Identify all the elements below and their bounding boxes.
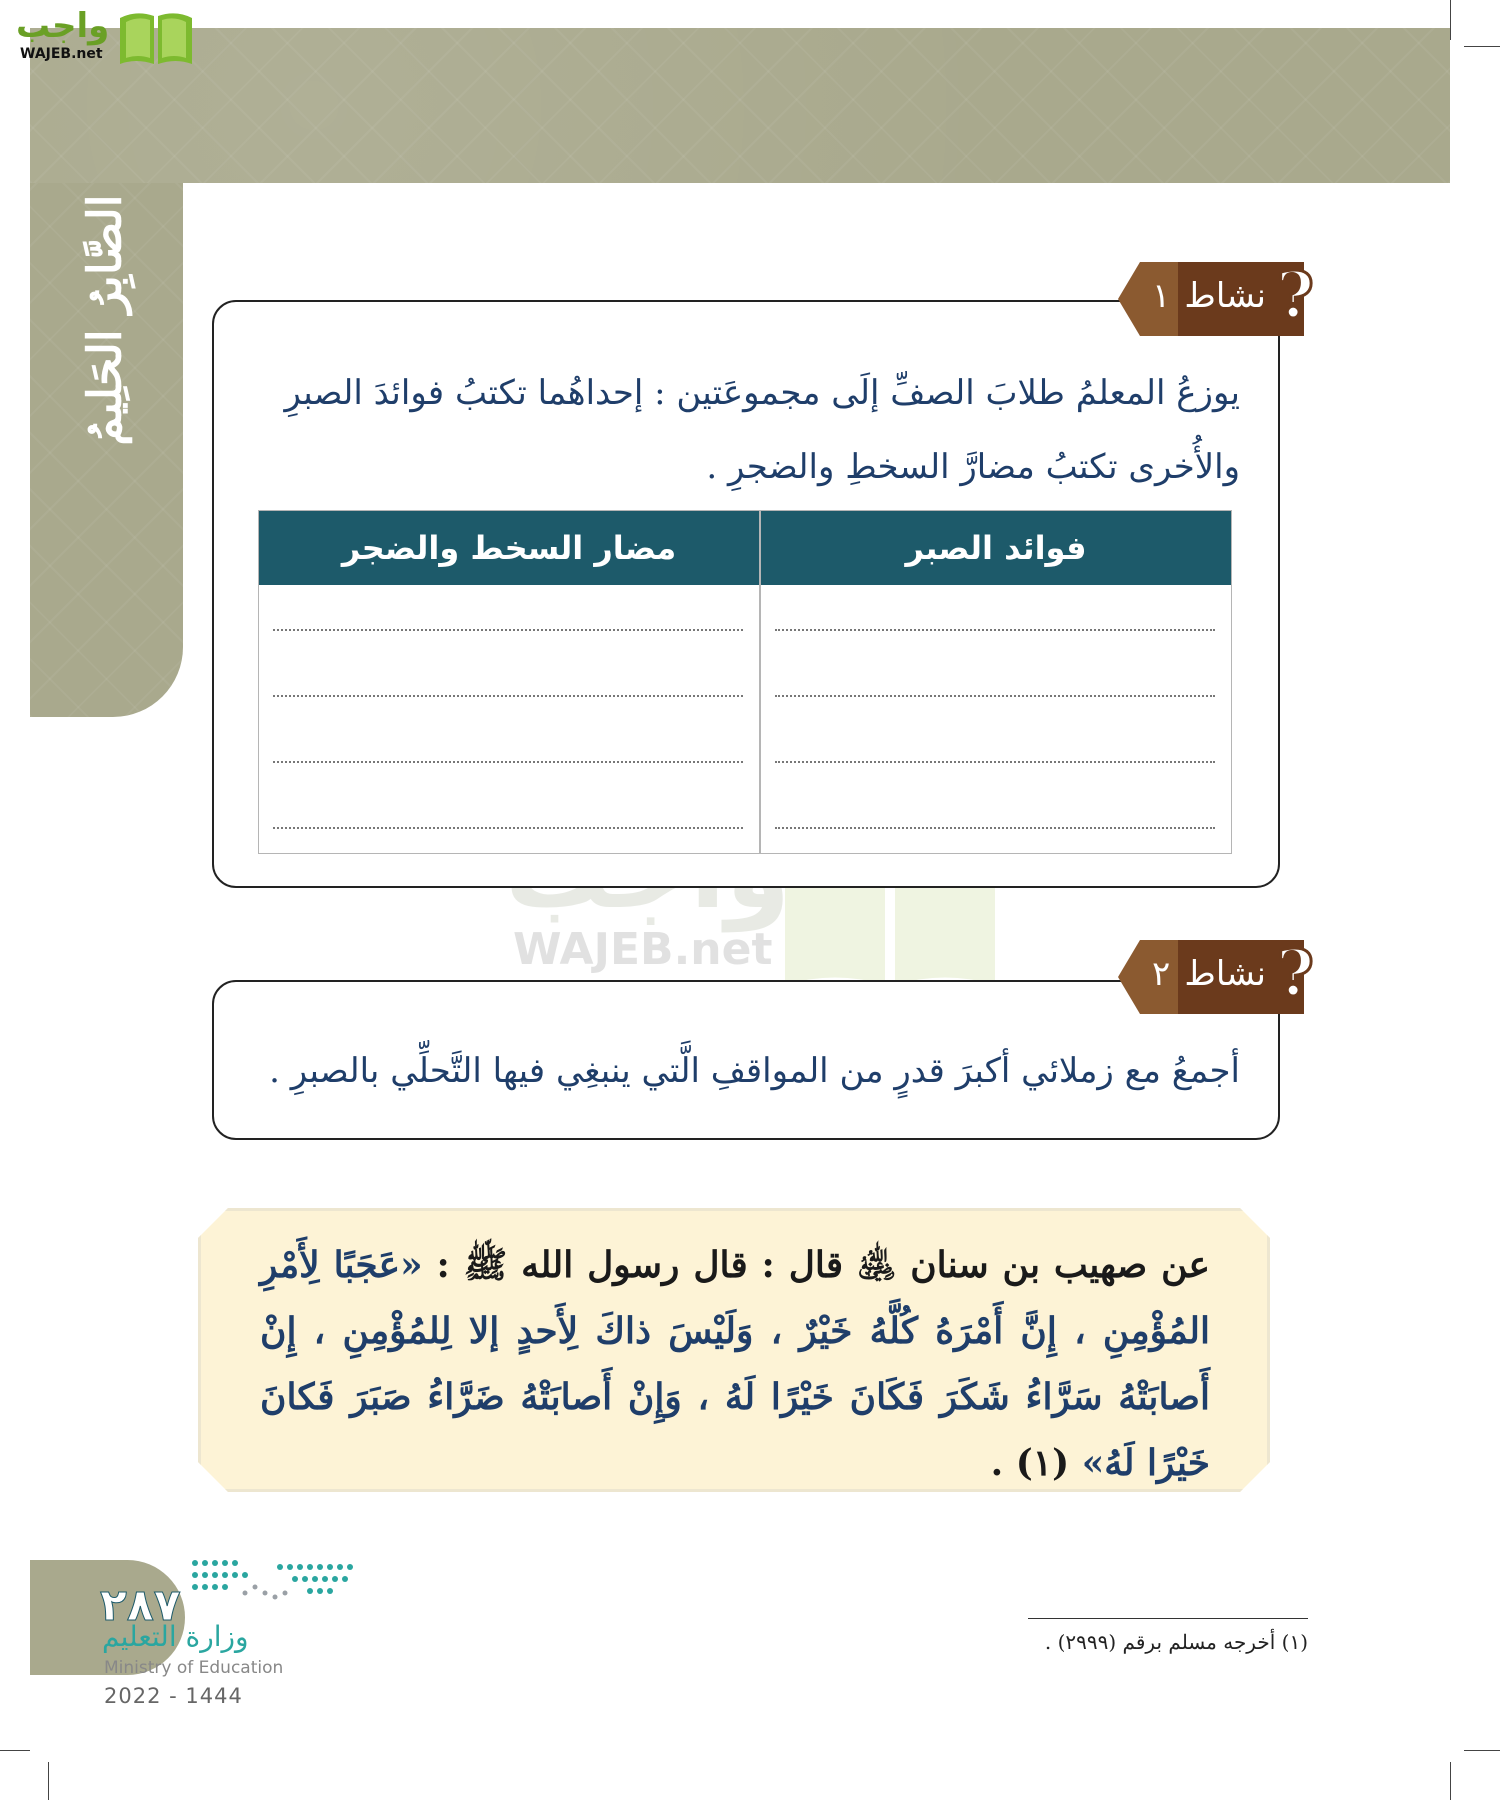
logo-english: WAJEB.net: [20, 46, 103, 62]
table-header-left: مضار السخط والضجر: [259, 511, 759, 585]
question-mark-icon: ?: [1276, 936, 1314, 1011]
question-mark-icon: ?: [1276, 258, 1314, 333]
ministry-english: Ministry of Education: [104, 1658, 284, 1678]
chapter-title: [40, 190, 170, 450]
activity-2-label: نشاط: [1184, 954, 1266, 994]
answer-line[interactable]: [775, 695, 1215, 697]
answer-line[interactable]: [273, 695, 743, 697]
answer-line[interactable]: [775, 827, 1215, 829]
activity-2-tag: [1118, 936, 1318, 1014]
answer-line[interactable]: [273, 761, 743, 763]
crop-mark: [1464, 1750, 1500, 1751]
activity-2-text: أجمعُ مع زملائي أكبرَ قدرٍ من المواقفِ الَّتي ينبغِي فيها التَّحلِّي بالصبرِ .: [269, 1051, 1240, 1091]
activity-1-label: نشاط: [1184, 276, 1266, 316]
ministry-logo-icon: [185, 1553, 360, 1613]
edition-year: 2022 - 1444: [104, 1684, 243, 1708]
table-divider: [759, 511, 761, 853]
page-number: ٢٨٧: [100, 1580, 181, 1631]
answer-line[interactable]: [775, 629, 1215, 631]
footnote: (١) أخرجه مسلم برقم (٢٩٩٩) .: [1044, 1630, 1308, 1654]
hadith-quote: «عَجَبًا لِأَمْرِ المُؤْمِنِ ، إِنَّ أَمْرَهُ كُلَّهُ خَيْرٌ ، وَلَيْسَ ذاكَ لِأَحدٍ إلا لِلمُؤْمِنِ ، إِنْ أَصابَتْهُ سَرَّاءُ شَكَرَ فَكَانَ خَيْرًا لَهُ ، وَإِنْ أَصابَتْهُ ضَرَّاءُ صَبَرَ فَكانَ خَيْرًا لَهُ»: [260, 1244, 1210, 1484]
activity-1-table: [258, 510, 1232, 854]
activity-1-tag: [1118, 258, 1318, 336]
logo-arabic: واجب: [16, 6, 110, 46]
wajeb-logo: [8, 4, 190, 66]
activity-1-line-1: يوزعُ المعلمُ طلابَ الصفِّ إلَى مجموعَتين : إحداهُما تكتبُ فوائدَ الصبرِ: [284, 373, 1240, 413]
answer-line[interactable]: [273, 827, 743, 829]
crop-mark: [1450, 0, 1451, 40]
crop-mark: [1464, 46, 1500, 47]
chapter-title-text: الصَّابِرُ الحَلِيمُ: [78, 194, 132, 446]
activity-2-number: ٢: [1152, 954, 1171, 994]
footnote-rule: [1028, 1618, 1308, 1619]
activity-1-line-2: والأُخرى تكتبُ مضارَّ السخطِ والضجرِ .: [706, 447, 1240, 487]
answer-line[interactable]: [775, 761, 1215, 763]
answer-line[interactable]: [273, 629, 743, 631]
crop-mark: [0, 1750, 30, 1751]
hadith-intro: عن صهيب بن سنان ﵁ قال : قال رسول الله ﷺ :: [422, 1244, 1210, 1286]
crop-mark: [48, 1762, 49, 1800]
book-icon: [116, 8, 196, 68]
crop-mark: [1450, 1762, 1451, 1800]
top-banner: [30, 28, 1450, 183]
hadith-reference: (١) .: [990, 1442, 1070, 1484]
table-header-right: فوائد الصبر: [761, 511, 1231, 585]
watermark-english: WAJEB.net: [513, 924, 773, 975]
hadith-text: [260, 1232, 1210, 1496]
activity-1-number: ١: [1152, 276, 1171, 316]
ministry-arabic: وزارة التعليم: [102, 1620, 249, 1653]
